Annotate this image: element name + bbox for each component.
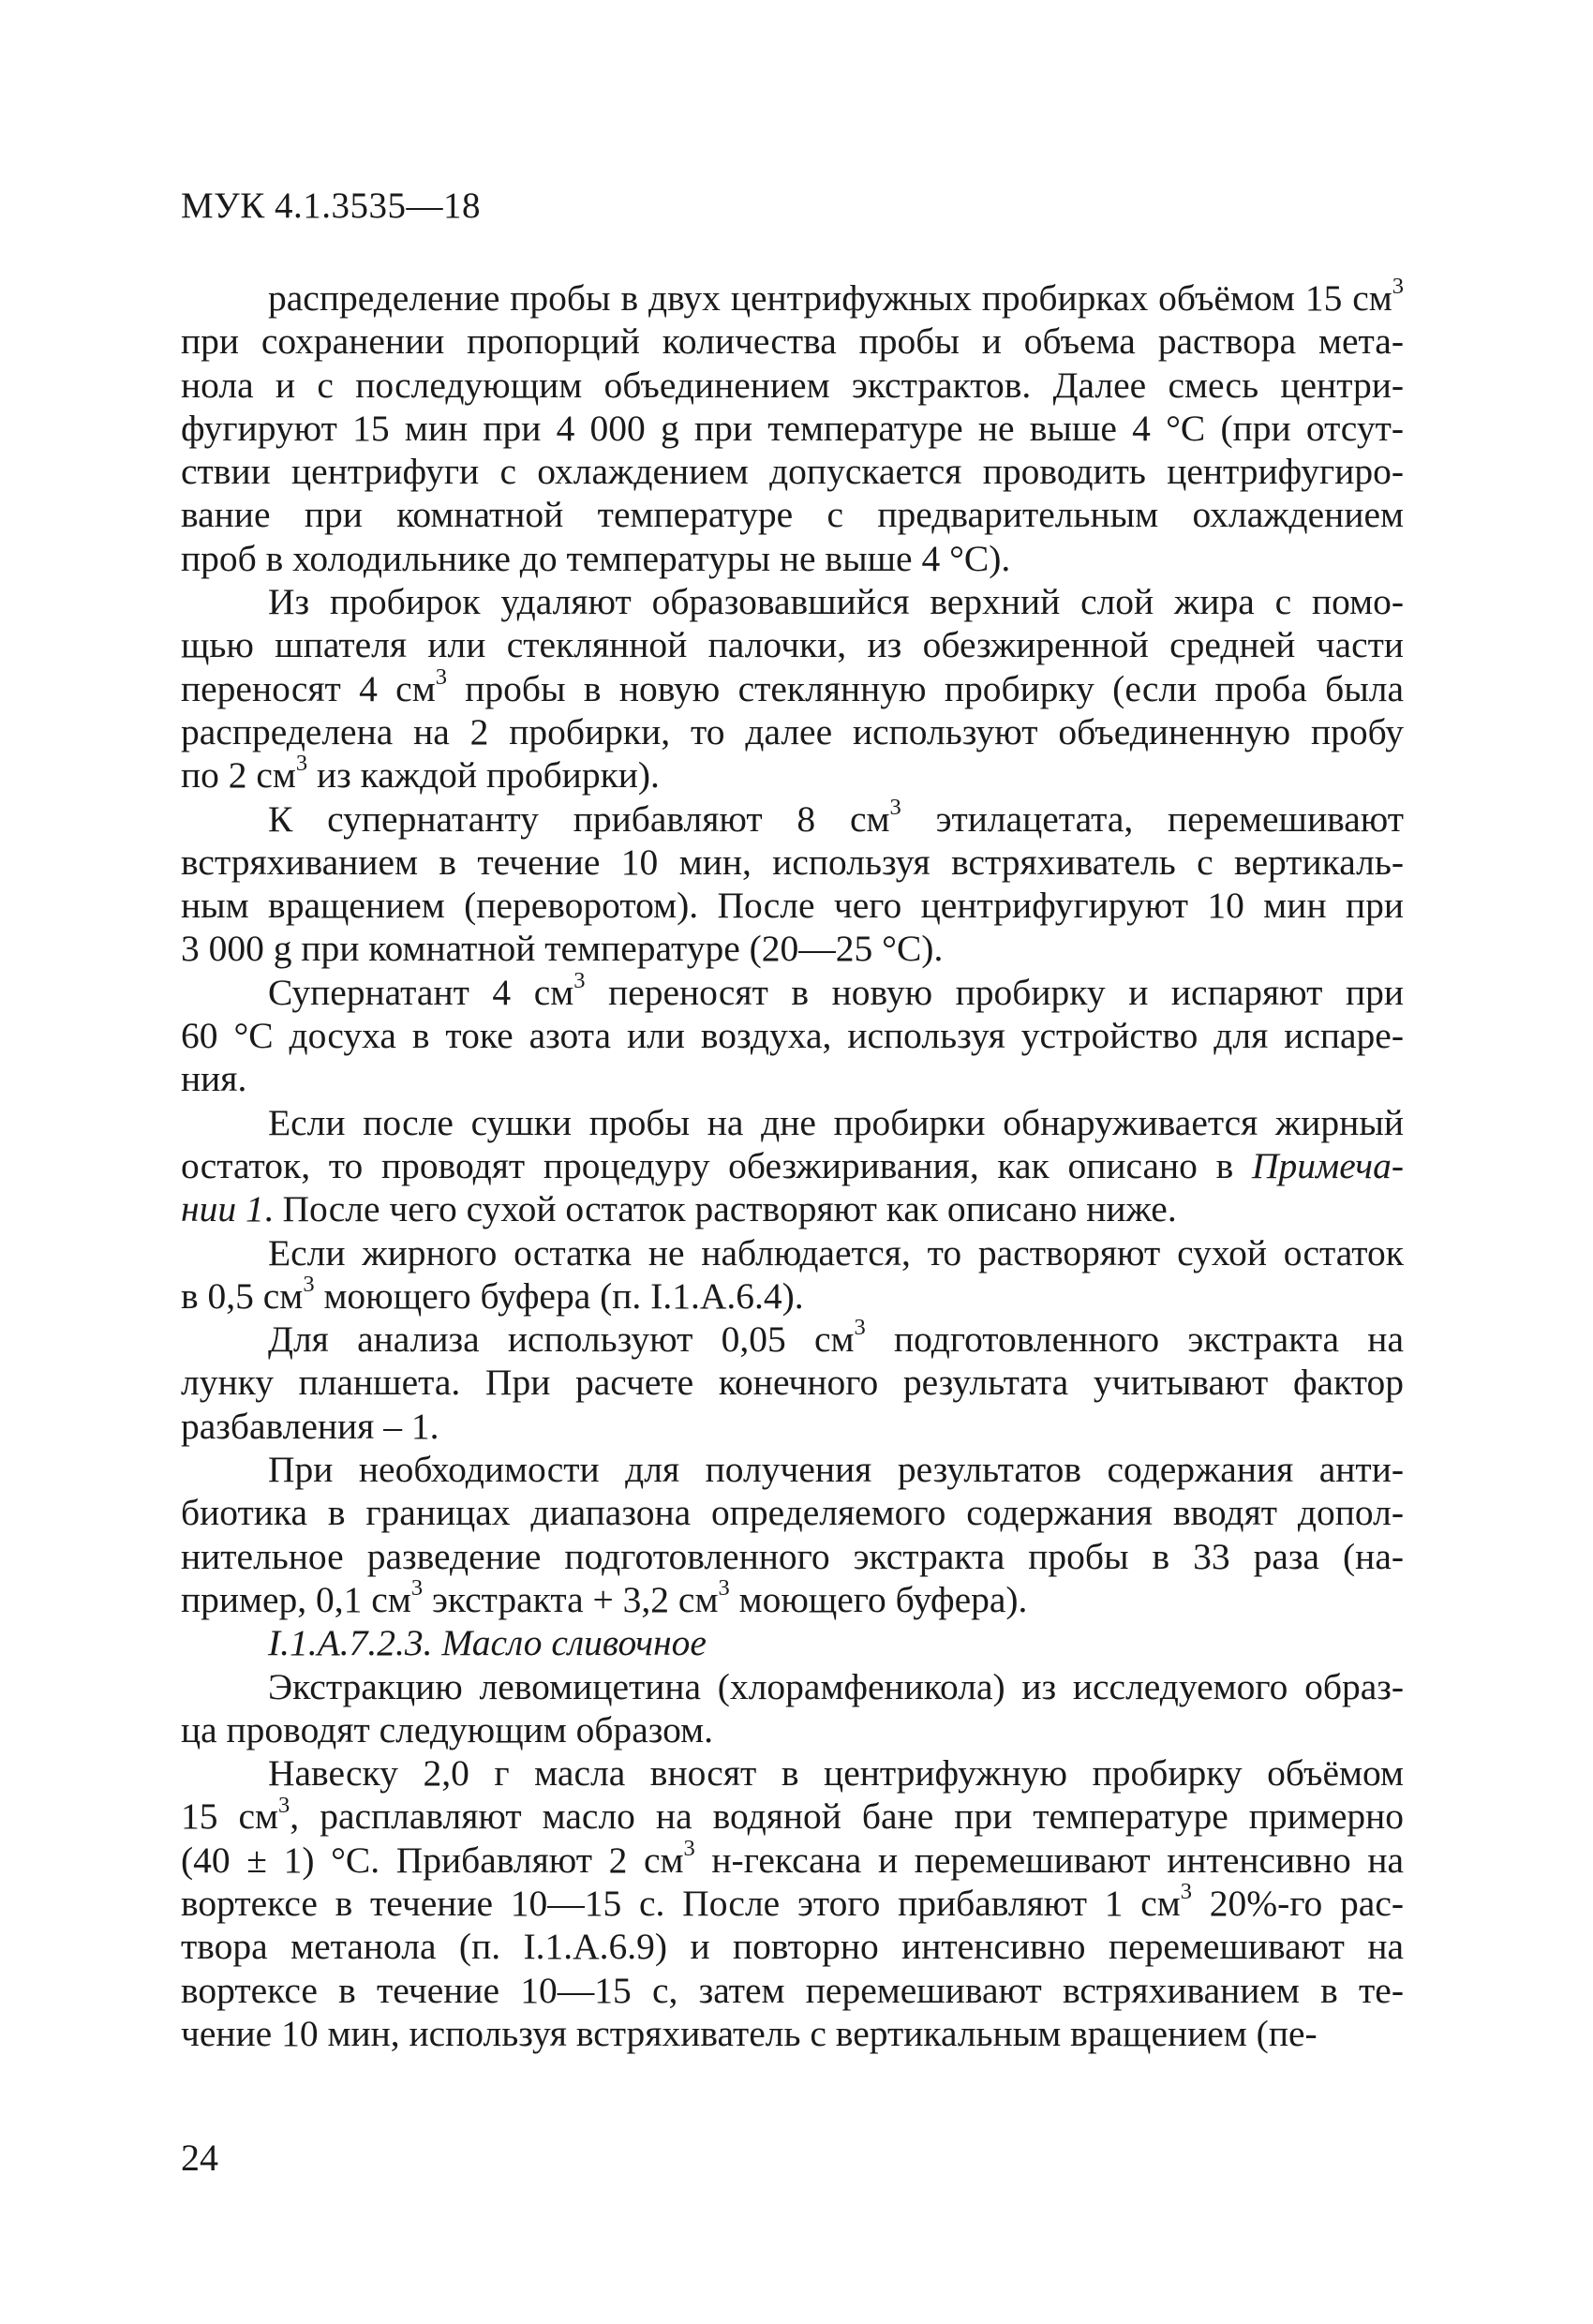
paragraph	[181, 1231, 1404, 1318]
superscript-unit: 3	[303, 1272, 315, 1297]
text-segment: . После чего сухой остаток растворяют как описано ниже.	[263, 1188, 1177, 1230]
text-line	[181, 1835, 1404, 1882]
text-line	[181, 1361, 1404, 1404]
text-segment: разбавления – 1.	[181, 1405, 439, 1447]
superscript-unit: 3	[435, 663, 447, 690]
paragraph	[181, 1101, 1404, 1231]
document-body	[181, 276, 1404, 2055]
paragraph	[181, 967, 1404, 1101]
text-segment: переносят 4 см	[181, 667, 436, 709]
superscript-unit: 3	[295, 751, 308, 777]
superscript-unit: 3	[889, 794, 901, 820]
text-segment: Навеску 2,0 г масла вносят в центрифужную пробирку объёмом	[268, 1752, 1404, 1795]
text-segment: распределение пробы в двух центрифужных пробирках объёмом 15 см	[268, 277, 1392, 319]
paragraph	[181, 1448, 1404, 1621]
text-segment: ствии центрифуги с охлаждением допускается проводить центрифугиро-	[181, 451, 1404, 493]
text-line	[181, 407, 1404, 450]
superscript-unit: 3	[573, 967, 586, 993]
text-segment: Из пробирок удаляют образовавшийся верхний слой жира с помо-	[268, 581, 1404, 623]
text-line	[181, 884, 1404, 927]
text-segment: распределена на 2 пробирки, то далее используют объединенную пробу	[181, 710, 1404, 752]
text-segment: моющего буфера).	[729, 1578, 1028, 1620]
text-segment: лунку планшета. При расчете конечного результата учитывают фактор	[181, 1362, 1404, 1404]
text-line	[181, 967, 1404, 1014]
text-segment: встряхиванием в течение 10 мин, используя встряхиватель с вертикаль-	[181, 841, 1404, 883]
superscript-unit: 3	[1392, 274, 1404, 300]
text-segment: в 0,5 см	[181, 1274, 304, 1317]
text-segment: Экстракцию левомицетина (хлорамфеникола) из исследуемого образ-	[268, 1665, 1404, 1707]
text-line	[181, 276, 1404, 320]
text-line	[181, 320, 1404, 363]
paragraph	[181, 794, 1405, 971]
text-line	[181, 1751, 1404, 1795]
text-segment: (40 ± 1) °С. Прибавляют 2 см	[181, 1839, 684, 1881]
text-line	[181, 1274, 1404, 1318]
document-code-header: МУК 4.1.3535—18	[181, 186, 482, 226]
text-line	[181, 1665, 1404, 1708]
text-line	[181, 1144, 1404, 1187]
text-line	[181, 710, 1404, 753]
text-line	[181, 663, 1404, 710]
superscript-unit: 3	[278, 1792, 290, 1818]
text-line	[181, 1925, 1404, 1968]
superscript-unit: 3	[1180, 1879, 1193, 1905]
text-line	[181, 1792, 1404, 1838]
text-segment: 3 000 g при комнатной температуре (20—25 °С).	[181, 928, 944, 970]
text-line	[181, 1491, 1404, 1534]
paragraph	[181, 1665, 1404, 1752]
text-segment: ным вращением (переворотом). После чего центрифугируют 10 мин при	[181, 885, 1404, 927]
text-line	[181, 364, 1404, 407]
superscript-unit: 3	[718, 1575, 730, 1601]
text-segment: при сохранении пропорций количества пробы и объема раствора мета-	[181, 320, 1404, 363]
text-line	[181, 580, 1404, 623]
text-segment: 60 °С досуха в токе азота или воздуха, используя устройство для испаре-	[181, 1015, 1404, 1057]
heading-text: I.1.А.7.2.3. Масло сливочное	[268, 1622, 707, 1664]
text-line	[181, 1448, 1404, 1491]
paragraph	[181, 276, 1404, 580]
text-segment: подготовленного экстракта на	[865, 1318, 1404, 1361]
section-heading	[181, 1621, 1404, 1664]
text-segment: ния.	[181, 1058, 247, 1100]
text-segment: по 2 см	[181, 754, 296, 797]
text-line	[181, 1057, 1404, 1100]
text-line	[181, 1231, 1404, 1274]
text-segment: 20%-го рас-	[1192, 1882, 1405, 1924]
text-segment: вание при комнатной температуре с предварительным охлаждением	[181, 494, 1404, 536]
text-line	[181, 1101, 1404, 1144]
text-segment: Супернатант 4 см	[268, 971, 574, 1013]
text-line	[181, 537, 1404, 580]
text-segment: н-гексана и перемешивают интенсивно на	[694, 1839, 1404, 1881]
text-segment: пример, 0,1 см	[181, 1578, 411, 1620]
text-segment: пробы в новую стеклянную пробирку (если проба была	[446, 667, 1404, 709]
text-line	[181, 623, 1404, 666]
text-line	[181, 1187, 1404, 1230]
text-line	[181, 1708, 1404, 1751]
superscript-unit: 3	[854, 1315, 866, 1341]
text-line	[181, 450, 1404, 493]
text-segment: щью шпателя или стеклянной палочки, из обезжиренной средней части	[181, 624, 1404, 666]
text-segment: , расплавляют масло на водяной бане при температуре примерно	[290, 1795, 1404, 1838]
italic-reference: Примеча-	[1252, 1144, 1404, 1186]
text-segment: моющего буфера (п. I.1.А.6.4).	[314, 1274, 804, 1317]
text-line	[181, 1969, 1404, 2012]
text-segment: из каждой пробирки).	[307, 754, 660, 797]
text-segment: При необходимости для получения результатов содержания анти-	[268, 1449, 1404, 1491]
text-segment: твора метанола (п. I.1.А.6.9) и повторно интенсивно перемешивают на	[181, 1926, 1404, 1968]
page-number: 24	[181, 2137, 218, 2179]
text-line	[181, 841, 1404, 884]
text-segment: Если после сушки пробы на дне пробирки обнаруживается жирный	[268, 1101, 1404, 1143]
superscript-unit: 3	[683, 1835, 695, 1861]
text-segment: проб в холодильнике до температуры не выше 4 °С).	[181, 537, 1011, 579]
text-line	[181, 1014, 1404, 1057]
text-line	[181, 1621, 1404, 1664]
text-segment: К супернатанту прибавляют 8 см	[268, 797, 890, 840]
text-segment: ца проводят следующим образом.	[181, 1708, 713, 1750]
text-line	[181, 794, 1405, 841]
paragraph	[181, 1315, 1404, 1448]
text-segment: вортексе в течение 10—15 с. После этого прибавляют 1 см	[181, 1882, 1181, 1924]
text-line	[181, 1575, 1404, 1621]
text-line	[181, 2012, 1404, 2055]
text-segment: Если жирного остатка не наблюдается, то растворяют сухой остаток	[268, 1231, 1404, 1274]
text-segment: вортексе в течение 10—15 с, затем перемешивают встряхиванием в те-	[181, 1969, 1404, 2011]
paragraph	[181, 580, 1404, 797]
text-line	[181, 1315, 1404, 1361]
text-segment: биотика в границах диапазона определяемого содержания вводят допол-	[181, 1492, 1404, 1534]
text-segment: экстракта + 3,2 см	[423, 1578, 719, 1620]
text-segment: остаток, то проводят процедуру обезжиривания, как описано в	[181, 1144, 1252, 1186]
text-segment: нительное разведение подготовленного экстракта пробы в 33 раза (на-	[181, 1535, 1404, 1577]
text-segment: этилацетата, перемешивают	[901, 797, 1405, 840]
text-segment: 15 см	[181, 1795, 279, 1838]
text-line	[181, 1879, 1405, 1925]
text-line	[181, 753, 1404, 797]
text-line	[181, 493, 1404, 536]
italic-reference: нии 1	[181, 1188, 264, 1230]
text-line	[181, 1405, 1404, 1448]
text-segment: чение 10 мин, используя встряхиватель с вертикальным вращением (пе-	[181, 2012, 1318, 2054]
text-segment: переносят в новую пробирку и испаряют при	[585, 971, 1404, 1013]
superscript-unit: 3	[410, 1575, 424, 1601]
text-segment: Для анализа используют 0,05 см	[268, 1318, 855, 1361]
text-segment: фугируют 15 мин при 4 000 g при температуре не выше 4 °С (при отсут-	[181, 407, 1404, 449]
text-line	[181, 927, 1404, 970]
paragraph	[181, 1751, 1404, 2055]
text-segment: нола и с последующим объединением экстрактов. Далее смесь центри-	[181, 364, 1404, 406]
text-line	[181, 1535, 1404, 1578]
